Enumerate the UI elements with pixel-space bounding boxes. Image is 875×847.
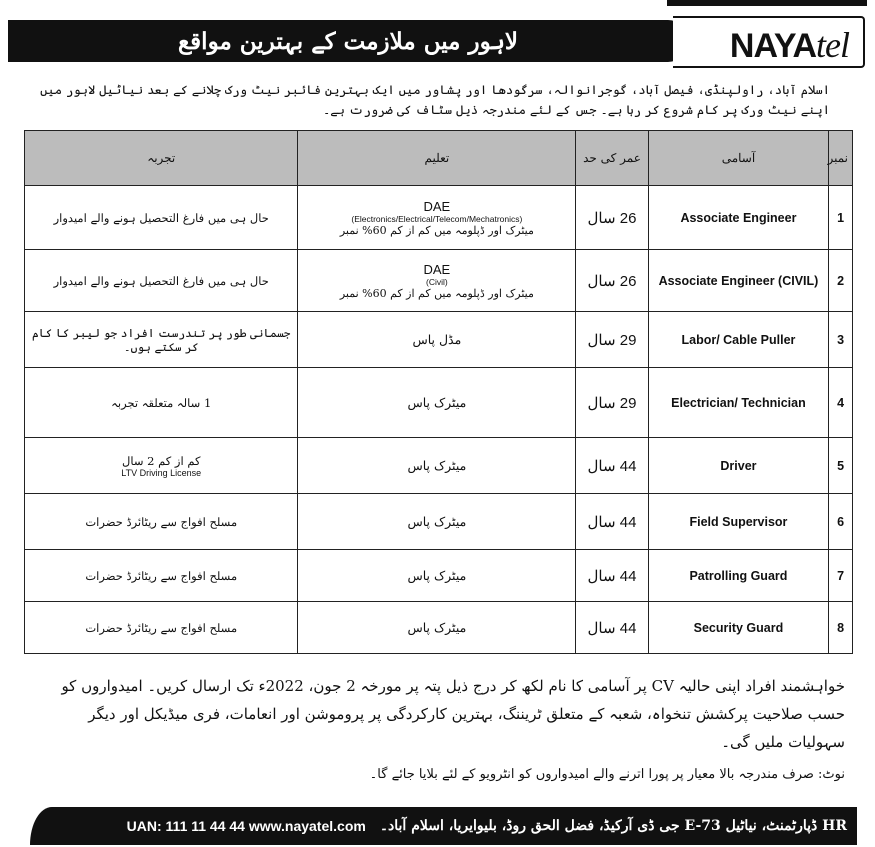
cell-number: 5 [829,438,853,494]
hr-address: HR ڈپارٹمنٹ، نیاٹیل E-73 جی ڈی آرکیڈ، فضل الحق روڈ، بلیوایریا، اسلام آباد۔ [379,818,847,834]
experience-text: حال ہی میں فارغ التحصیل ہونے والے امیدوار [53,273,269,288]
cell-experience [25,250,298,312]
cell-experience [25,438,298,494]
cell-experience [25,368,298,438]
table-row [25,186,853,250]
cell-number: 1 [829,186,853,250]
cell-post: Associate Engineer (CIVIL) [648,250,829,312]
education-main: DAE [423,198,451,214]
table-row [25,550,853,602]
education-main: میٹرک پاس [407,568,467,583]
experience-text: کم از کم 2 سال [122,453,201,468]
application-instructions: خواہشمند افراد اپنی حالیہ CV پر آسامی کا نام لکھ کر درج ذیل پتہ پر مورخہ 2 جون، 2022ء تک ارسال کریں۔ امیدواروں کو حسب صلاحیت پرکشش تنخواہ، شعبہ کے متعلق ٹریننگ، بہترین کارکردگی پر پروموشن اور انعامات، فری میڈیکل اور دیگر سہولیات ملیں گی۔ [61,677,845,751]
education-main: میٹرک پاس [407,395,467,410]
table-row [25,438,853,494]
cell-post: Electrician/ Technician [648,368,829,438]
table-header-row [25,131,853,186]
header-number: نمبر [829,131,853,186]
header-education: تعلیم [298,131,576,186]
cell-experience [25,550,298,602]
contact-bar [30,807,857,845]
experience-text: 1 سالہ متعلقہ تجربہ [111,395,212,410]
cell-age: 44 سال [576,550,648,602]
top-strip-bar [667,0,867,6]
banner-title: لاہور میں ملازمت کے بہترین مواقع [8,20,688,62]
education-main: میٹرک پاس [407,458,467,473]
experience-subtext: LTV Driving License [121,467,202,478]
cell-education [298,250,576,312]
education-requirement: میٹرک اور ڈپلومہ میں کم از کم 60% نمبر [339,223,534,237]
logo-main: NAYA [729,27,817,65]
education-main: میٹرک پاس [407,514,467,529]
footer-text [30,672,845,790]
cell-age: 26 سال [576,186,648,250]
experience-text: حال ہی میں فارغ التحصیل ہونے والے امیدوار [53,210,269,225]
note: نوٹ: صرف مندرجہ بالا معیار پر پورا اترنے والے امیدواروں کو انٹرویو کے لئے بلایا جائے گا۔ [369,767,845,782]
cell-post: Driver [648,438,829,494]
experience-text: مسلح افواج سے ریٹائرڈ حضرات [85,620,238,635]
experience-text: مسلح افواج سے ریٹائرڈ حضرات [85,568,238,583]
logo-frame [673,16,865,68]
education-requirement: میٹرک اور ڈپلومہ میں کم از کم 60% نمبر [339,286,534,300]
cell-education [298,312,576,368]
cell-post: Patrolling Guard [648,550,829,602]
experience-text: مسلح افواج سے ریٹائرڈ حضرات [85,514,238,529]
cell-number: 7 [829,550,853,602]
header-age: عمر کی حد [576,131,648,186]
cell-experience [25,602,298,654]
contact-info: UAN: 111 11 44 44 www.nayatel.com [126,818,366,834]
table-row [25,494,853,550]
cell-post: Security Guard [648,602,829,654]
header-post: آسامی [648,131,829,186]
nayatel-logo [730,24,849,66]
cell-age: 26 سال [576,250,648,312]
cell-post: Field Supervisor [648,494,829,550]
cell-number: 3 [829,312,853,368]
cell-experience [25,186,298,250]
cell-age: 29 سال [576,368,648,438]
cell-education [298,438,576,494]
table-row [25,368,853,438]
table-row [25,602,853,654]
cell-age: 44 سال [576,494,648,550]
experience-text: جسمانی طور پر تندرست افراد جو لیبر کا کام کر سکتے ہوں۔ [32,325,291,354]
jobs-table [24,130,853,654]
cell-post: Associate Engineer [648,186,829,250]
logo-italic: tel [816,25,849,65]
top-strip [0,0,875,10]
header [8,14,867,66]
cell-education [298,368,576,438]
education-main: میٹرک پاس [407,620,467,635]
education-subjects: (Civil) [426,276,448,287]
education-subjects: (Electronics/Electrical/Telecom/Mechatronics) [351,213,523,224]
cell-education [298,550,576,602]
cell-age: 44 سال [576,602,648,654]
intro-paragraph: اسلام آباد، راولپنڈی، فیصل آباد، گوجرانوالہ، سرگودھا اور پشاور میں ایک بہترین فائبر نیٹ ورک چلانے کے بعد نیاٹیل لاہور میں اپنے نیٹ ورک پر کام شروع کر رہا ہے۔ جس کے لئے مندرجہ ذیل سٹاف کی ضرورت ہے۔ [40,82,830,117]
cell-post: Labor/ Cable Puller [648,312,829,368]
table-row [25,312,853,368]
cell-education [298,494,576,550]
header-experience: تجربہ [25,131,298,186]
cell-experience [25,312,298,368]
cell-number: 2 [829,250,853,312]
education-main: مڈل پاس [412,332,462,347]
cell-age: 44 سال [576,438,648,494]
cell-number: 6 [829,494,853,550]
education-main: DAE [423,261,451,277]
cell-number: 4 [829,368,853,438]
cell-number: 8 [829,602,853,654]
cell-education [298,186,576,250]
cell-education [298,602,576,654]
table-row [25,250,853,312]
cell-age: 29 سال [576,312,648,368]
cell-experience [25,494,298,550]
